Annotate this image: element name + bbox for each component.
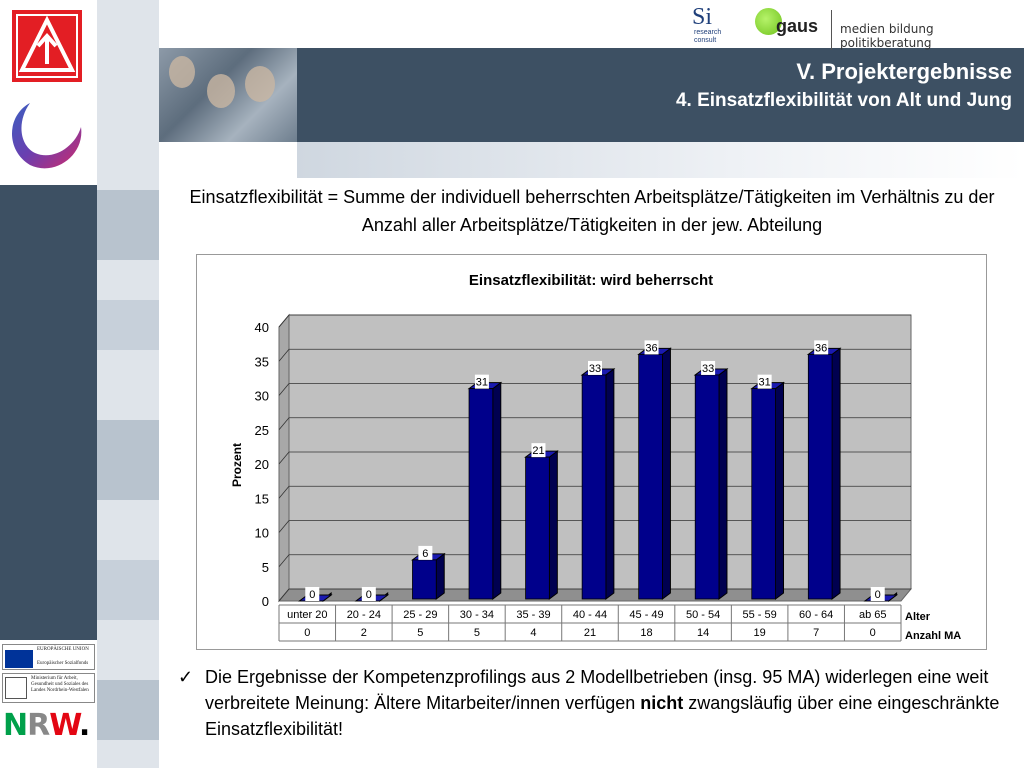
y-axis-label: Prozent (230, 442, 244, 488)
x-category-label: unter 20 (287, 609, 328, 621)
definition-text: Einsatzflexibilität = Summe der individuell beherrschten Arbeitsplätze/Tätigkeiten im Verhältnis zu der Anzahl aller Arbeitsplätze/Tätigkeiten in der jew. Abteilung (189, 187, 995, 235)
bar (526, 457, 550, 599)
data-label: 0 (365, 589, 372, 601)
y-tick-label: 40 (254, 320, 269, 335)
bar (808, 354, 832, 599)
si-line2: consult (694, 37, 717, 44)
count-value: 0 (304, 627, 311, 639)
data-label: 36 (815, 342, 828, 355)
count-value: 5 (417, 627, 424, 639)
bar-side (832, 348, 840, 599)
ministry-logo (2, 673, 95, 703)
logo-area (0, 0, 97, 185)
x-category-label: 35 - 39 (516, 609, 551, 621)
eu-line1: EUROPÄISCHE UNION (37, 647, 89, 652)
data-label: 31 (758, 376, 771, 389)
x-category-label: 20 - 24 (346, 609, 381, 621)
conclusion-text (205, 664, 1005, 742)
data-label: 0 (874, 589, 881, 601)
data-label: 33 (588, 362, 602, 375)
bar (752, 389, 776, 599)
count-value: 7 (813, 627, 820, 639)
page-title: V. Projektergebnisse (796, 59, 1012, 84)
ministry-text: Ministerium für Arbeit, Gesundheit und Soziales des Landes Nordrhein-Westfalen (31, 676, 89, 693)
y-tick-label: 35 (254, 354, 269, 370)
header-swoosh (297, 142, 1024, 178)
logo-separator (831, 10, 832, 50)
count-value: 5 (473, 627, 480, 639)
y-tick-label: 30 (254, 388, 269, 404)
eu-line2: Europäischer Sozialfonds (37, 661, 89, 666)
left-sidebar (0, 0, 97, 768)
bar-side (719, 369, 727, 599)
data-label: 6 (422, 547, 429, 560)
conclusion-part1: Die Ergebnisse der Kompetenzprofilings aus 2 Modellbetrieben (insg. 95 MA) widerlegen eine weit verbreitete Meinung: Ältere Mitarbeiter/innen verfügen (205, 667, 989, 713)
count-value: 14 (696, 627, 710, 639)
swirl-logo (5, 95, 87, 173)
count-value: 2 (360, 627, 367, 639)
bar-side (776, 383, 784, 599)
y-tick-label: 15 (254, 491, 269, 507)
header-photo (159, 48, 297, 142)
count-value: 0 (869, 627, 876, 639)
x-category-label: 45 - 49 (629, 609, 664, 621)
x-category-label: 40 - 44 (572, 609, 608, 621)
chart-frame (196, 254, 987, 650)
y-tick-label: 25 (254, 422, 269, 438)
gaus-logo (752, 4, 832, 44)
bar-chart (197, 255, 986, 649)
y-tick-label: 5 (261, 559, 269, 575)
conclusion-emphasis: nicht (640, 693, 684, 713)
bar (639, 354, 663, 599)
data-label: 36 (645, 342, 658, 355)
count-value: 18 (640, 627, 653, 639)
bar (469, 389, 493, 599)
x-category-label: 50 - 54 (685, 609, 721, 621)
decorative-strip (97, 0, 159, 768)
bar-side (436, 554, 444, 599)
x-category-label: 60 - 64 (799, 609, 834, 621)
y-tick-label: 0 (261, 594, 269, 609)
nrw-logo: NRW. (3, 708, 90, 743)
x-category-label: 30 - 34 (459, 609, 495, 621)
svg-text:Si: Si (692, 4, 713, 30)
data-label: 21 (532, 445, 545, 458)
si-research-consult-logo (690, 2, 734, 46)
data-label: 0 (309, 589, 316, 601)
x-category-label: 55 - 59 (742, 609, 777, 621)
eu-logo (2, 644, 95, 670)
count-value: 19 (753, 627, 766, 639)
check-icon: ✓ (178, 667, 194, 687)
count-row-label: Anzahl MA (905, 630, 962, 642)
page-subtitle: 4. Einsatzflexibilität von Alt und Jung (675, 90, 1012, 111)
y-tick-label: 10 (254, 525, 269, 541)
gaus-wordmark: gaus (776, 16, 819, 36)
count-value: 4 (530, 627, 537, 639)
bar-side (662, 348, 670, 599)
x-category-label: 25 - 29 (403, 609, 438, 621)
data-label: 33 (701, 362, 715, 375)
x-category-label: ab 65 (858, 609, 887, 621)
count-value: 21 (583, 627, 597, 639)
bar (582, 375, 606, 599)
si-line1: research (694, 29, 722, 36)
bar-side (493, 383, 501, 599)
data-label: 31 (475, 376, 489, 389)
igmetall-logo (12, 10, 82, 82)
conclusion-part2: zwangsläufig über eine eingeschränkte Einsatzflexibilität! (205, 693, 1000, 739)
bar (695, 375, 719, 599)
chart-title: Einsatzflexibilität: wird beherrscht (468, 272, 714, 289)
bar (412, 560, 436, 599)
bar-side (549, 451, 557, 599)
category-row-label: Alter (905, 611, 931, 623)
funding-logos (0, 640, 97, 768)
y-tick-label: 20 (254, 457, 269, 472)
tagline: medien bildung politikberatung (840, 22, 934, 50)
bar-side (606, 369, 614, 599)
